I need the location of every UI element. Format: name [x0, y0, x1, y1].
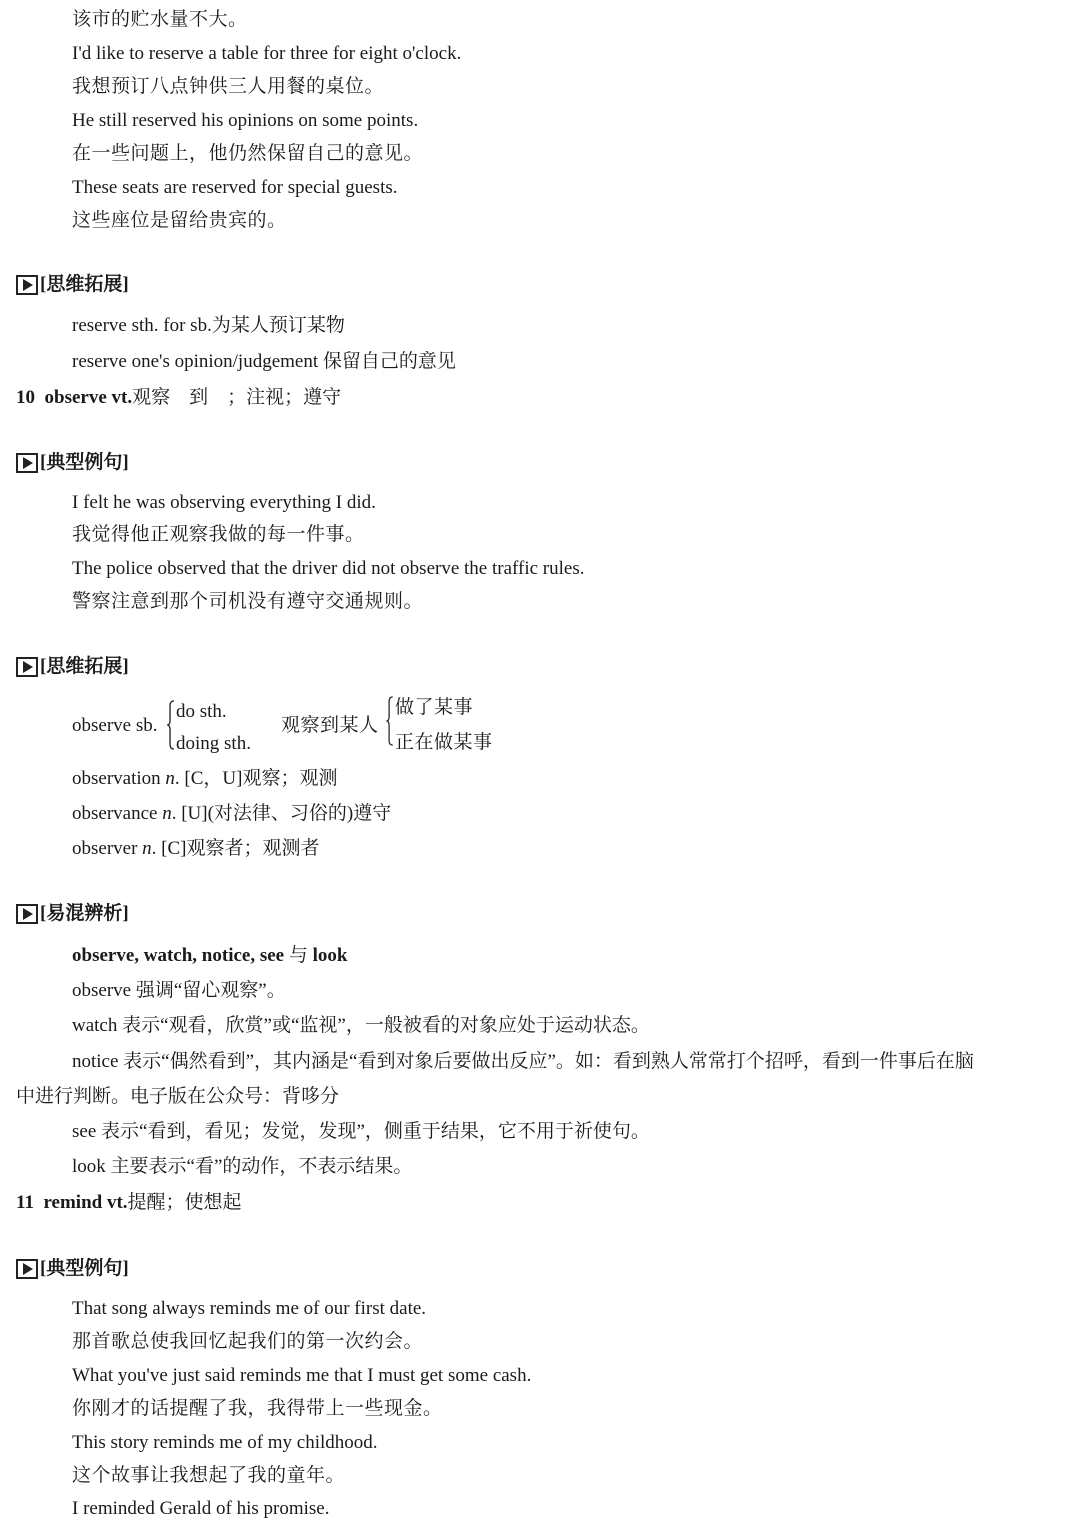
compare-line-wrap: 中进行判断。电子版在公众号：背哆分: [16, 1086, 340, 1107]
example-line: This story reminds me of my childhood.: [72, 1432, 378, 1453]
play-triangle-icon: [16, 453, 38, 473]
entry-meaning: 观察 到 ；注视；遵守: [132, 387, 342, 408]
vocab-entry: [16, 385, 341, 411]
section-heading: [16, 272, 129, 298]
play-triangle-icon: [16, 904, 38, 924]
entry-word: observe vt.: [44, 387, 133, 408]
section-heading: [16, 654, 129, 680]
section-label: [易混辨析]: [40, 903, 129, 924]
section-label: [典型例句]: [40, 452, 129, 473]
example-line: What you've just said reminds me that I must get some cash.: [72, 1365, 532, 1386]
section-heading: [16, 450, 129, 476]
section-label: [思维拓展]: [40, 656, 129, 677]
section-label: [思维拓展]: [40, 274, 129, 295]
example-line: I felt he was observing everything I did.: [72, 492, 376, 513]
entry-number: 10: [16, 387, 35, 408]
example-line: I'd like to reserve a table for three for eight o'clock.: [72, 43, 462, 64]
entry-number: 11: [16, 1192, 34, 1213]
example-line: 我觉得他正观察我做的每一件事。: [72, 524, 365, 545]
example-line: The police observed that the driver did not observe the traffic rules.: [72, 558, 585, 579]
example-line: 警察注意到那个司机没有遵守交通规则。: [72, 591, 424, 612]
example-line: 这个故事让我想起了我的童年。: [72, 1465, 346, 1486]
play-triangle-icon: [16, 275, 38, 295]
extension-line: reserve sth. for sb.为某人预订某物: [72, 315, 345, 336]
pattern-form: doing sth.: [176, 733, 251, 754]
vocab-entry: [16, 1190, 242, 1216]
brace-icon: [167, 700, 175, 750]
example-line: 这些座位是留给贵宾的。: [72, 210, 287, 231]
example-line: 你刚才的话提醒了我，我得带上一些现金。: [72, 1398, 443, 1419]
pattern-middle: 观察到某人: [281, 715, 379, 736]
example-line: 在一些问题上，他仍然保留自己的意见。: [72, 143, 424, 164]
example-line: That song always reminds me of our first date.: [72, 1298, 427, 1319]
brace-icon: [386, 696, 394, 746]
pattern-meaning: 正在做某事: [395, 732, 493, 753]
compare-heading: observe, watch, notice, see 与 look: [72, 945, 348, 966]
entry-meaning: 提醒；使想起: [127, 1192, 242, 1213]
example-line: 我想预订八点钟供三人用餐的桌位。: [72, 76, 385, 97]
example-line: 那首歌总使我回忆起我们的第一次约会。: [72, 1331, 424, 1352]
section-heading: [16, 1256, 129, 1282]
extension-line: reserve one's opinion/judgement 保留自己的意见: [72, 351, 456, 372]
section-heading: [16, 901, 129, 927]
derivative-line: observation n. [C，U]观察；观测: [72, 768, 338, 789]
entry-word: remind vt.: [43, 1192, 128, 1213]
compare-line: look 主要表示“看”的动作，不表示结果。: [72, 1156, 413, 1177]
derivative-line: observance n. [U](对法律、习俗的)遵守: [72, 803, 392, 824]
section-label: [典型例句]: [40, 1258, 129, 1279]
compare-line: watch 表示“观看，欣赏”或“监视”，一般被看的对象应处于运动状态。: [72, 1015, 650, 1036]
example-line: These seats are reserved for special guests.: [72, 177, 398, 198]
example-line: I reminded Gerald of his promise.: [72, 1498, 330, 1519]
play-triangle-icon: [16, 657, 38, 677]
pattern-meaning: 做了某事: [395, 697, 474, 718]
compare-line: notice 表示“偶然看到”，其内涵是“看到对象后要做出反应”。如：看到熟人常常打个招呼，看到一件事后在脑: [72, 1051, 974, 1072]
example-line: 该市的贮水量不大。: [72, 9, 248, 30]
compare-line: see 表示“看到，看见；发觉，发现”，侧重于结果，它不用于祈使句。: [72, 1121, 650, 1142]
play-triangle-icon: [16, 1259, 38, 1279]
compare-line: observe 强调“留心观察”。: [72, 980, 286, 1001]
example-line: He still reserved his opinions on some points.: [72, 110, 419, 131]
derivative-line: observer n. [C]观察者；观测者: [72, 838, 320, 859]
pattern-lead: observe sb.: [72, 715, 158, 736]
pattern-form: do sth.: [176, 701, 227, 722]
